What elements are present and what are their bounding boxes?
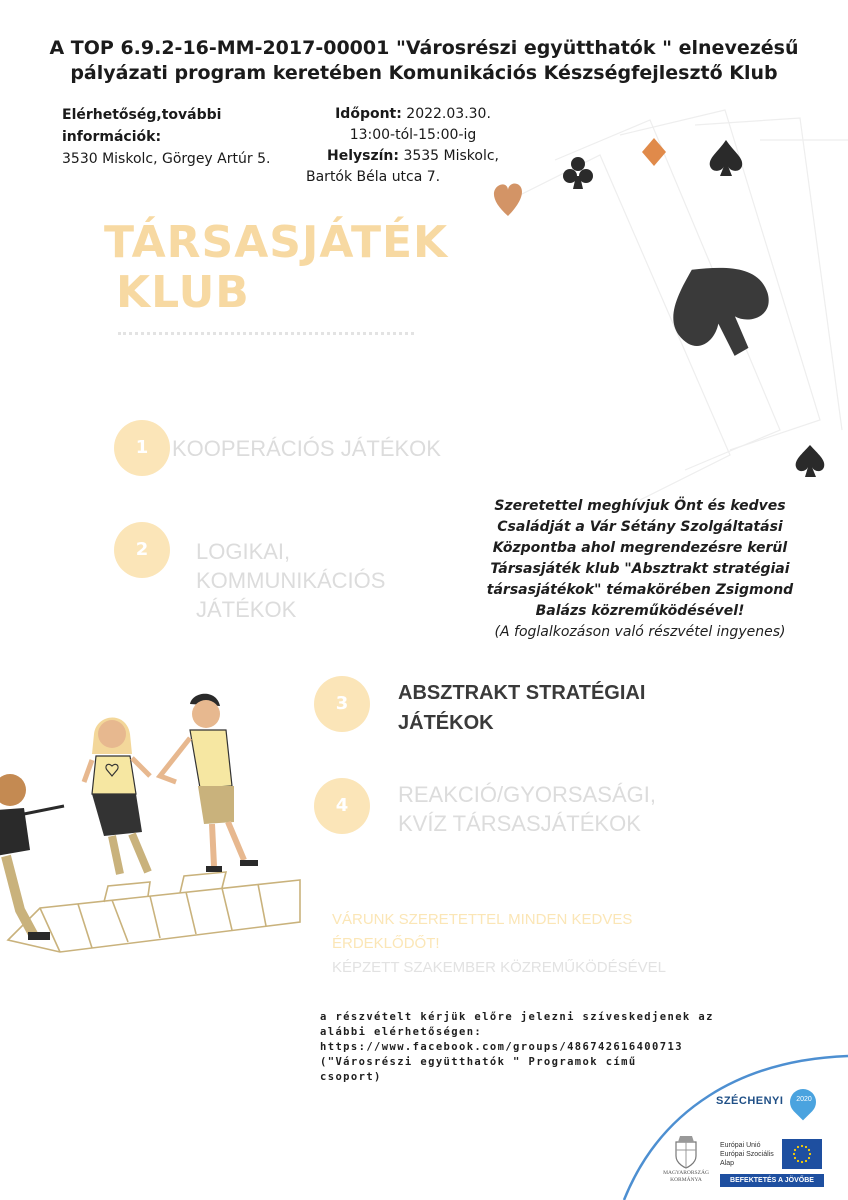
welcome-line-2: ÉRDEKLŐDŐT! [332,935,440,952]
gov-line-1: MAGYARORSZÁG [663,1170,709,1176]
club-title [104,218,448,318]
location-label: Helyszín: [327,148,399,164]
reg-line-4: ("Városrészi együtthatók " Programok című [320,1056,637,1068]
club-icon [563,157,593,189]
reg-line-2: alábbi elérhetőségen: [320,1026,483,1038]
large-spade-icon [654,242,788,375]
contact-label-2: információk: [62,129,162,145]
invite-note: (A foglalkozáson való részvétel ingyenes) [494,624,786,640]
eu-line-2: Európai Szociális [720,1151,774,1158]
hopscotch-grid [8,872,300,952]
hungarian-crest-icon [672,1134,700,1170]
government-label [658,1170,714,1184]
event-location-1: 3535 Miskolc, [403,148,499,164]
item-2-line-3: JÁTÉKOK [196,597,297,622]
reg-line-5: csoport) [320,1071,382,1083]
invite-line-6: Balázs közreműködésével! [535,603,745,619]
welcome-line-1: VÁRUNK SZERETETTEL MINDEN KEDVES [332,911,633,928]
contact-label-1: Elérhetőség,további [62,107,222,123]
header-line-2: pályázati program keretében Komunikációs Készségfejlesztő Klub [70,62,778,84]
item-number-3: 3 [314,676,370,732]
spade-icon [710,140,743,176]
event-time: 13:00-tól-15:00-ig [349,127,477,143]
invite-line-5: társasjátékok" témakörében Zsigmond [486,582,794,598]
item-number-4: 4 [314,778,370,834]
szechenyi-logo-text: SZÉCHENYI [716,1095,784,1107]
item-2-label [196,537,385,624]
eu-line-3: Alap [720,1160,735,1167]
eu-flag-icon [782,1139,822,1169]
item-number-1: 1 [114,420,170,476]
item-number-2: 2 [114,522,170,578]
small-spade-icon [796,445,825,477]
invest-banner: BEFEKTETÉS A JÖVŐBE [720,1174,824,1187]
children-hopscotch-illustration [0,690,310,970]
event-location-2: Bartók Béla utca 7. [306,169,441,185]
item-4-line-1: REAKCIÓ/GYORSASÁGI, [398,782,656,807]
welcome-line-3: KÉPZETT SZAKEMBER KÖZREMŰKÖDÉSÉVEL [332,959,666,976]
item-3-line-2: JÁTÉKOK [398,712,494,734]
pin-year: 2020 [796,1096,812,1103]
header-title [20,36,828,86]
eu-label [720,1141,782,1168]
contact-address: 3530 Miskolc, Görgey Artúr 5. [62,151,271,167]
header-line-1: A TOP 6.9.2-16-MM-2017-00001 "Városrészi együtthatók " elnevezésű [49,37,799,59]
invitation-text [470,496,810,643]
invite-line-4: Társasjáték klub "Absztrakt stratégiai [490,561,790,577]
invite-line-3: Központba ahol megrendezésre kerül [492,540,788,556]
eu-stars-icon [782,1139,822,1169]
title-line-1: TÁRSASJÁTÉK [104,217,449,268]
contact-block [62,104,302,170]
facebook-link[interactable]: https://www.facebook.com/groups/486742616400713 [320,1041,683,1053]
reg-line-1: a részvételt kérjük előre jelezni szíveskedjenek az [320,1011,714,1023]
date-label: Időpont: [335,106,402,122]
item-2-line-1: LOGIKAI, [196,539,291,564]
heart-icon [494,184,522,216]
diamond-icon [642,138,666,166]
invite-line-2: Családját a Vár Sétány Szolgáltatási [497,519,783,535]
boy-figure [160,694,258,872]
item-1-line-1: KOOPERÁCIÓS JÁTÉKOK [172,436,441,461]
item-1-label [172,434,441,463]
playing-cards-illustration [480,100,848,500]
item-4-label [398,780,656,838]
item-4-line-2: KVÍZ TÁRSASJÁTÉKOK [398,811,641,836]
gov-line-2: KORMÁNYA [670,1177,702,1183]
dotted-divider [118,332,414,335]
welcome-text [332,908,752,980]
girl-figure [84,717,150,874]
event-date: 2022.03.30. [406,106,491,122]
item-2-line-2: KOMMUNIKÁCIÓS [196,568,386,593]
item-3-line-1: ABSZTRAKT STRATÉGIAI [398,682,646,704]
invite-line-1: Szeretettel meghívjuk Önt és kedves [494,498,786,514]
eu-line-1: Európai Unió [720,1142,761,1149]
title-line-2: KLUB [116,267,250,318]
item-3-label [398,678,645,738]
